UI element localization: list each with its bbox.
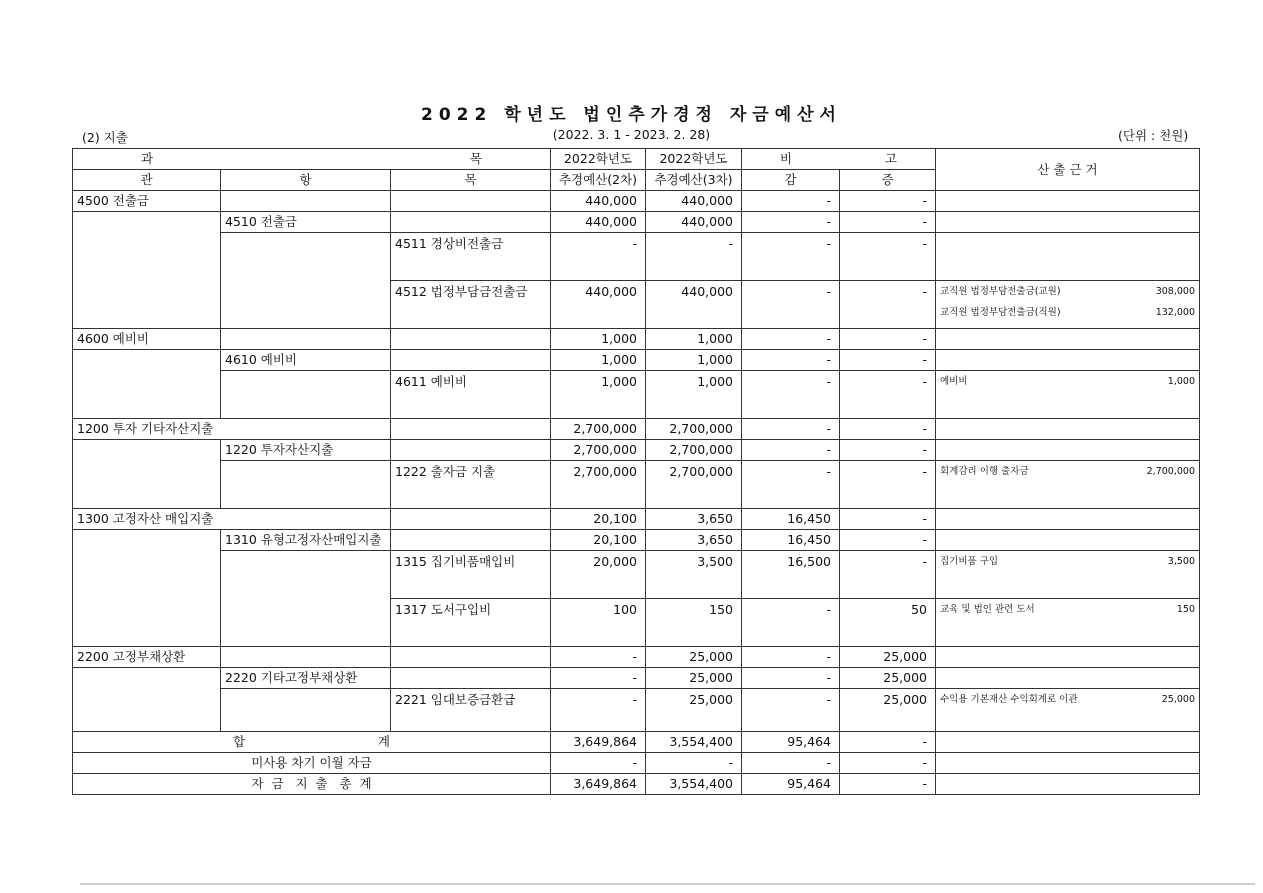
budget3-cell: 3,554,400 — [646, 774, 742, 795]
increase-cell: - — [840, 440, 936, 461]
header-budget3-line2: 추경예산(3차) — [646, 170, 742, 191]
decrease-cell: 95,464 — [742, 774, 840, 795]
hang-cell: 1310 유형고정자산매입지출 — [221, 530, 391, 551]
header-mok-top: 목 — [469, 151, 482, 166]
budget2-cell: 100 — [551, 599, 646, 647]
mok-cell: 4611 예비비 — [391, 371, 551, 419]
basis-cell — [936, 281, 1200, 329]
header-bigo-right: 고 — [884, 151, 897, 166]
basis-cell — [936, 599, 1200, 647]
budget2-cell: 440,000 — [551, 191, 646, 212]
decrease-cell: - — [742, 668, 840, 689]
header-budget3-line1: 2022학년도 — [646, 149, 742, 170]
header-budget2-line2: 추경예산(2차) — [551, 170, 646, 191]
budget2-cell: 20,100 — [551, 509, 646, 530]
header-bigo-left: 비 — [780, 151, 793, 166]
basis-cell — [936, 371, 1200, 419]
decrease-cell: - — [742, 191, 840, 212]
increase-cell: - — [840, 350, 936, 371]
header-increase: 증 — [840, 170, 936, 191]
header-bigo — [742, 149, 936, 170]
increase-cell: 25,000 — [840, 647, 936, 668]
row-4610 — [73, 350, 1200, 371]
budget2-cell: - — [551, 233, 646, 281]
increase-cell: - — [840, 281, 936, 329]
budget2-cell: 440,000 — [551, 281, 646, 329]
gwan-cell: 4600 예비비 — [73, 329, 221, 350]
header-category — [73, 149, 551, 170]
budget2-cell: 20,000 — [551, 551, 646, 599]
decrease-cell: 16,500 — [742, 551, 840, 599]
budget2-cell: - — [551, 647, 646, 668]
budget2-cell: 2,700,000 — [551, 440, 646, 461]
row-1300 — [73, 509, 1200, 530]
mok-cell: 1222 출자금 지출 — [391, 461, 551, 509]
increase-cell: - — [840, 233, 936, 281]
row-4600 — [73, 329, 1200, 350]
budget3-cell: 440,000 — [646, 212, 742, 233]
budget3-cell: 25,000 — [646, 689, 742, 732]
mok-cell: 1317 도서구입비 — [391, 599, 551, 647]
mok-cell: 1315 집기비품매입비 — [391, 551, 551, 599]
increase-cell: 25,000 — [840, 668, 936, 689]
grand-total-label: 자 금 지 출 총 계 — [73, 774, 551, 795]
budget3-cell: 440,000 — [646, 191, 742, 212]
budget3-cell: 3,500 — [646, 551, 742, 599]
budget2-cell: 3,649,864 — [551, 732, 646, 753]
row-2220 — [73, 668, 1200, 689]
decrease-cell: - — [742, 599, 840, 647]
basis-cell — [936, 689, 1200, 732]
basis-line: 회계감리 이행 출자금 2,700,000 — [940, 466, 1195, 477]
sum-label: 합 계 — [73, 732, 551, 753]
decrease-cell: - — [742, 753, 840, 774]
row-1220 — [73, 440, 1200, 461]
decrease-cell: - — [742, 233, 840, 281]
mok-cell: 4511 경상비전출금 — [391, 233, 551, 281]
header-gwa: 과 — [141, 151, 154, 166]
row-4510 — [73, 212, 1200, 233]
row-sum — [73, 732, 1200, 753]
basis-line: 집기비품 구입 3,500 — [940, 556, 1195, 567]
header-gwan: 관 — [73, 170, 221, 191]
basis-line: 교직원 법정부담전출금(교원) 308,000 — [940, 286, 1195, 297]
budget2-cell: 20,100 — [551, 530, 646, 551]
row-4511 — [73, 233, 1200, 281]
gwan-cell: 4500 전출금 — [73, 191, 221, 212]
budget2-cell: 3,649,864 — [551, 774, 646, 795]
hang-cell: 1220 투자자산지출 — [221, 440, 391, 461]
basis-line: 교육 및 법인 관련 도서 150 — [940, 604, 1195, 615]
increase-cell: - — [840, 371, 936, 419]
hang-cell: 4610 예비비 — [221, 350, 391, 371]
gwan-cell: 2200 고정부채상환 — [73, 647, 221, 668]
fiscal-period: (2022. 3. 1 - 2023. 2. 28) — [552, 127, 711, 142]
row-1222 — [73, 461, 1200, 509]
budget2-cell: - — [551, 668, 646, 689]
header-basis: 산 출 근 거 — [936, 149, 1200, 191]
budget2-cell: - — [551, 689, 646, 732]
increase-cell: 50 — [840, 599, 936, 647]
basis-line: 수익용 기본재산 수익회계로 이관 25,000 — [940, 694, 1195, 705]
decrease-cell: - — [742, 647, 840, 668]
basis-cell — [936, 461, 1200, 509]
increase-cell: 25,000 — [840, 689, 936, 732]
increase-cell: - — [840, 530, 936, 551]
increase-cell: - — [840, 509, 936, 530]
decrease-cell: 16,450 — [742, 530, 840, 551]
budget3-cell: 1,000 — [646, 329, 742, 350]
carry-label: 미사용 차기 이월 자금 — [73, 753, 551, 774]
header-row-1 — [73, 149, 1200, 170]
budget3-cell: 25,000 — [646, 668, 742, 689]
scan-edge-line — [80, 883, 1255, 885]
decrease-cell: 95,464 — [742, 732, 840, 753]
budget3-cell: 3,650 — [646, 509, 742, 530]
row-2200 — [73, 647, 1200, 668]
hang-cell: 4510 전출금 — [221, 212, 391, 233]
row-carry — [73, 753, 1200, 774]
header-decrease: 감 — [742, 170, 840, 191]
budget3-cell: 1,000 — [646, 371, 742, 419]
budget3-cell: 2,700,000 — [646, 419, 742, 440]
budget3-cell: 2,700,000 — [646, 440, 742, 461]
budget2-cell: 2,700,000 — [551, 461, 646, 509]
mok-cell: 2221 임대보증금환급 — [391, 689, 551, 732]
gwan-cell: 1200 투자 기타자산지출 — [73, 419, 391, 440]
gwan-cell: 1300 고정자산 매입지출 — [73, 509, 391, 530]
basis-cell — [936, 551, 1200, 599]
budget3-cell: 3,554,400 — [646, 732, 742, 753]
budget2-cell: 440,000 — [551, 212, 646, 233]
budget2-cell: 1,000 — [551, 371, 646, 419]
row-1310 — [73, 530, 1200, 551]
budget3-cell: 1,000 — [646, 350, 742, 371]
increase-cell: - — [840, 753, 936, 774]
increase-cell: - — [840, 212, 936, 233]
hang-cell: 2220 기타고정부채상환 — [221, 668, 391, 689]
decrease-cell: - — [742, 371, 840, 419]
row-4611 — [73, 371, 1200, 419]
decrease-cell: - — [742, 440, 840, 461]
row-4500 — [73, 191, 1200, 212]
basis-line: 교직원 법정부담전출금(직원) 132,000 — [940, 307, 1195, 318]
budget2-cell: 2,700,000 — [551, 419, 646, 440]
increase-cell: - — [840, 461, 936, 509]
decrease-cell: - — [742, 689, 840, 732]
increase-cell: - — [840, 419, 936, 440]
mok-cell: 4512 법정부담금전출금 — [391, 281, 551, 329]
decrease-cell: - — [742, 212, 840, 233]
row-1315 — [73, 551, 1200, 599]
budget2-cell: 1,000 — [551, 350, 646, 371]
document-title: 2022 학년도 법인추가경정 자금예산서 — [421, 105, 842, 125]
decrease-cell: - — [742, 329, 840, 350]
basis-line: 예비비 1,000 — [940, 376, 1195, 387]
budget2-cell: - — [551, 753, 646, 774]
budget3-cell: - — [646, 753, 742, 774]
section-label: (2) 지출 — [82, 130, 128, 145]
budget3-cell: 150 — [646, 599, 742, 647]
increase-cell: - — [840, 774, 936, 795]
header-hang: 항 — [221, 170, 391, 191]
decrease-cell: 16,450 — [742, 509, 840, 530]
header-mok: 목 — [391, 170, 551, 191]
increase-cell: - — [840, 329, 936, 350]
decrease-cell: - — [742, 281, 840, 329]
header-budget2-line1: 2022학년도 — [551, 149, 646, 170]
budget3-cell: 3,650 — [646, 530, 742, 551]
increase-cell: - — [840, 551, 936, 599]
row-grand-total — [73, 774, 1200, 795]
decrease-cell: - — [742, 461, 840, 509]
row-2221 — [73, 689, 1200, 732]
increase-cell: - — [840, 191, 936, 212]
budget2-cell: 1,000 — [551, 329, 646, 350]
decrease-cell: - — [742, 419, 840, 440]
budget3-cell: 25,000 — [646, 647, 742, 668]
budget-table — [72, 148, 1200, 795]
unit-label: (단위 : 천원) — [1118, 128, 1189, 143]
decrease-cell: - — [742, 350, 840, 371]
budget3-cell: - — [646, 233, 742, 281]
row-1200 — [73, 419, 1200, 440]
budget3-cell: 2,700,000 — [646, 461, 742, 509]
increase-cell: - — [840, 732, 936, 753]
budget3-cell: 440,000 — [646, 281, 742, 329]
